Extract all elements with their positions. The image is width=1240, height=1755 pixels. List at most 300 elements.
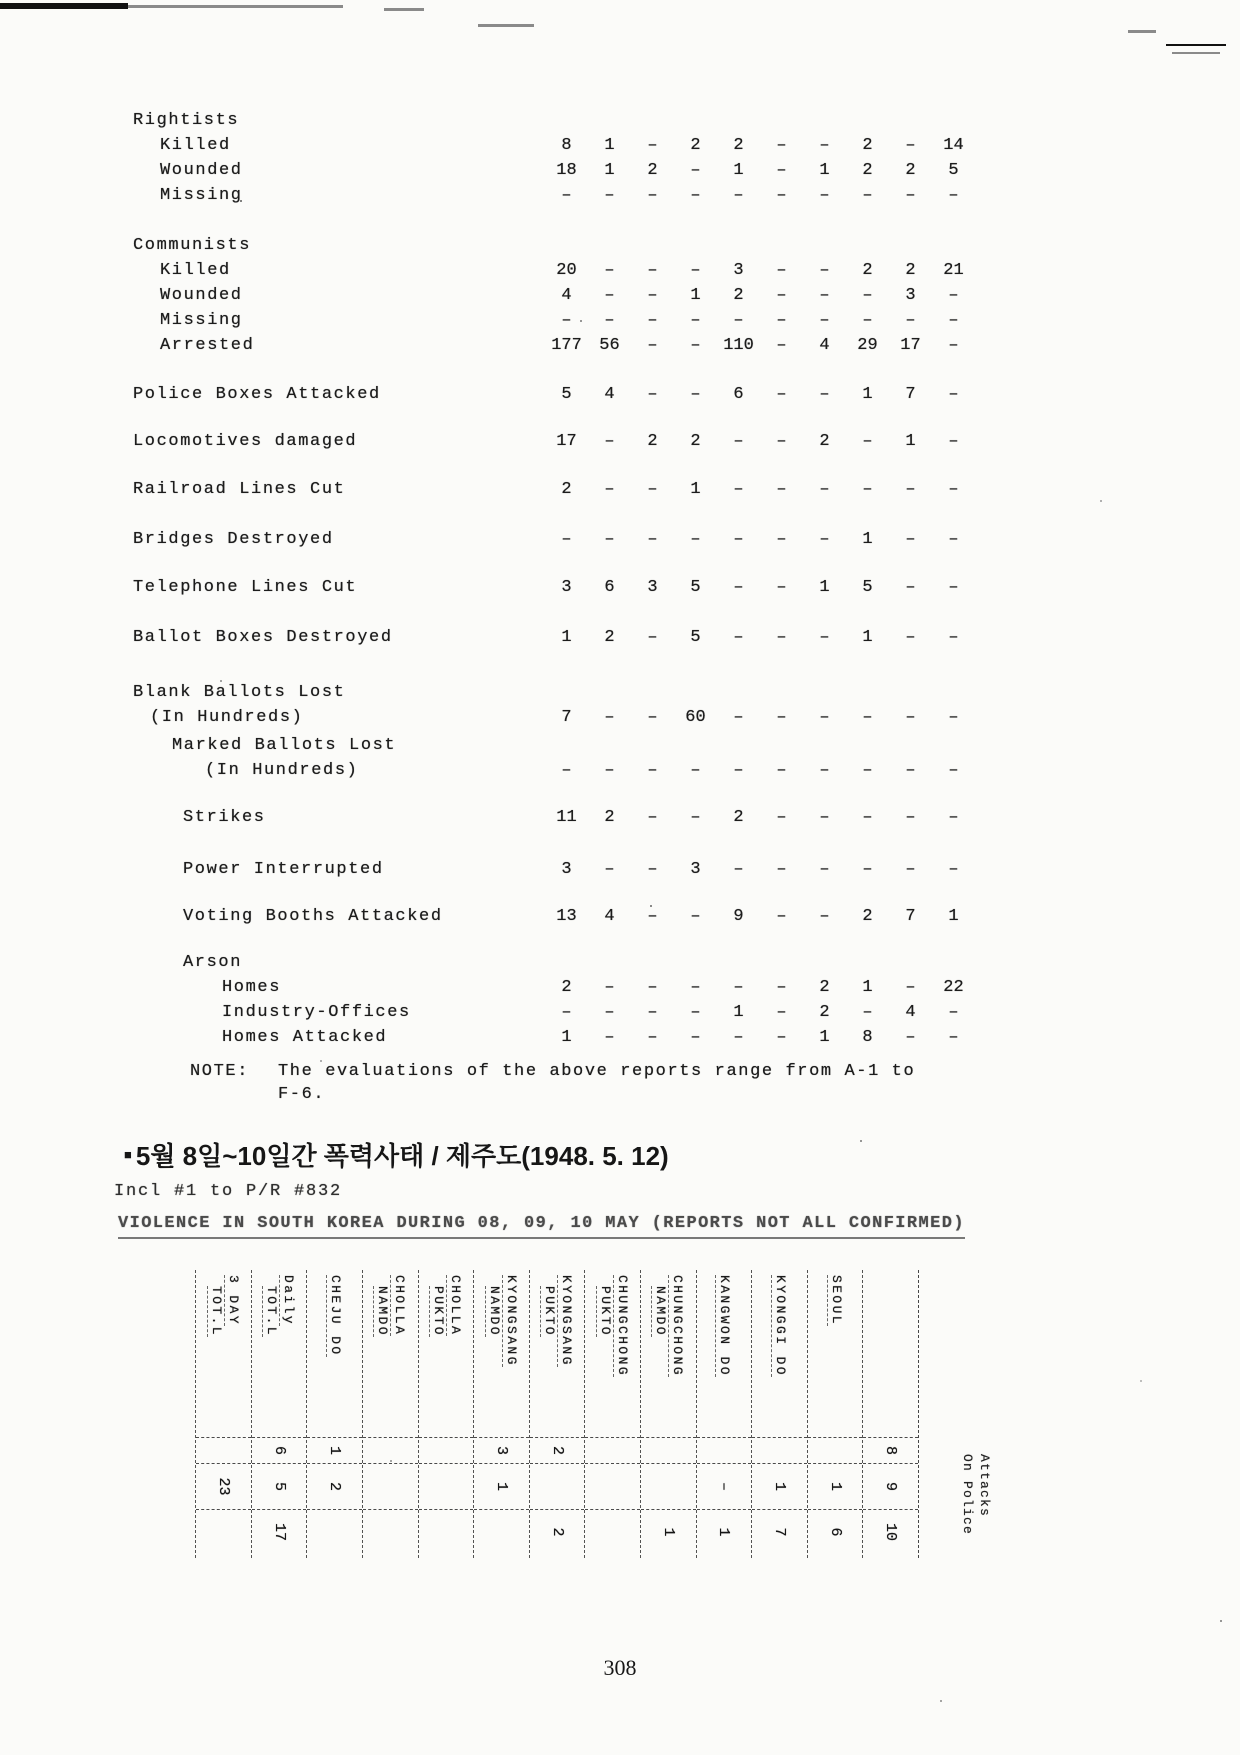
attack-count-cell: 2 [530,1509,585,1554]
attack-count-cell [196,1509,251,1554]
province-label [808,1270,863,1437]
cell-value: 5 [862,578,873,597]
cell-value: – [948,808,959,827]
province-label-line: CHUNGCHONG [670,1275,686,1378]
cell-value: – [819,186,830,205]
cell-value: 1 [862,628,873,647]
row-label: Bridges Destroyed [133,530,334,549]
cell-value: 1 [819,1028,830,1047]
note-label: NOTE: [190,1062,250,1081]
cell-value: – [776,136,787,155]
scan-noise-mark [478,24,534,27]
province-label [585,1270,640,1437]
province-label-line: KYONGGI DO [773,1275,789,1378]
cell-value: – [819,708,830,727]
province-label-line: CHUNGCHONG [614,1275,630,1378]
cell-value: 6 [604,578,615,597]
cell-value: 3 [561,860,572,879]
cell-value: – [776,708,787,727]
province-label-line: PUKTO [542,1286,558,1338]
row-label: Communists [133,236,252,255]
cell-value: – [733,978,744,997]
cell-value: – [647,907,658,926]
cell-value: – [690,161,701,180]
rotated-table-title-line2: On Police [960,1454,975,1536]
cell-value: – [604,860,615,879]
cell-value: – [776,385,787,404]
cell-value: 60 [685,708,706,727]
attack-count-cell [307,1509,362,1554]
cell-value: – [776,978,787,997]
attack-count-cell [363,1509,418,1554]
cell-value: 2 [905,161,916,180]
cell-value: – [819,761,830,780]
cell-value: 2 [690,432,701,451]
attack-count-cell [419,1463,474,1509]
row-label: Arson [183,953,243,972]
rotated-table-row [696,1270,752,1558]
table-row [133,625,993,650]
cell-value: – [690,978,701,997]
attack-count-cell [363,1463,418,1509]
attack-count-cell: 23 [196,1463,251,1509]
date-header-cell: 9 [863,1463,918,1509]
cell-value: – [776,628,787,647]
cell-value: – [733,1028,744,1047]
cell-value: – [776,808,787,827]
cell-value: 14 [943,136,964,155]
row-label: Voting Booths Attacked [183,907,443,926]
province-label-line: SEOUL [828,1275,844,1327]
province-label-line: PUKTO [430,1286,446,1338]
cell-value: 1 [733,161,744,180]
cell-value: – [690,385,701,404]
province-label [474,1270,529,1437]
cell-value: – [776,186,787,205]
province-label [697,1270,752,1437]
attack-count-cell: 1 [474,1463,529,1509]
cell-value: 2 [647,432,658,451]
cell-value: – [819,136,830,155]
cell-value: – [905,578,916,597]
cell-value: – [905,860,916,879]
rotated-table-row [751,1270,807,1558]
cell-value: 4 [905,1003,916,1022]
cell-value: 4 [604,385,615,404]
rotated-table-row [473,1270,529,1558]
cell-value: 110 [723,336,754,355]
cell-value: – [862,761,873,780]
attacks-on-police-table [195,1270,1007,1558]
cell-value: – [905,480,916,499]
cell-value: 2 [819,978,830,997]
cell-value: – [948,385,959,404]
cell-value: 3 [561,578,572,597]
cell-value: – [948,530,959,549]
row-label: Locomotives damaged [133,432,358,451]
cell-value: – [948,186,959,205]
table-row [133,758,993,783]
row-label: Arrested [160,336,255,355]
cell-value: 2 [862,261,873,280]
cell-value: – [690,907,701,926]
cell-value: – [604,286,615,305]
statistics-table [133,108,993,1050]
attack-count-cell: 1 [752,1463,807,1509]
attack-count-cell: 2 [530,1437,585,1463]
cell-value: – [948,480,959,499]
cell-value: – [604,261,615,280]
table-group-row [133,108,993,133]
cell-value: – [948,708,959,727]
province-label-line: TOT.L [208,1286,224,1338]
cell-value: – [905,708,916,727]
table-group-row [133,680,993,705]
table-row [133,1000,993,1025]
cell-value: 3 [905,286,916,305]
attack-count-cell: 3 [474,1437,529,1463]
cell-value: 5 [561,385,572,404]
attack-count-cell: 1 [808,1463,863,1509]
cell-value: – [604,978,615,997]
square-bullet-icon: ■ [124,1147,132,1162]
province-label [363,1270,418,1437]
cell-value: – [604,708,615,727]
row-label: Missing [160,311,243,330]
cell-value: 22 [943,978,964,997]
row-label: Marked Ballots Lost [172,736,397,755]
cell-value: 1 [690,480,701,499]
rotated-table-row [362,1270,418,1558]
cell-value: – [862,708,873,727]
province-label [641,1270,696,1437]
cell-value: – [776,432,787,451]
attack-count-cell: 17 [252,1509,307,1554]
cell-value: 8 [862,1028,873,1047]
cell-value: – [776,261,787,280]
table-row [133,805,993,830]
cell-value: – [776,311,787,330]
table-row [133,477,993,502]
cell-value: 1 [604,136,615,155]
scan-noise-mark [384,8,424,11]
cell-value: – [561,761,572,780]
table-row [133,429,993,454]
cell-value: 1 [819,161,830,180]
attack-count-cell: 5 [252,1463,307,1509]
scan-noise-streak [0,3,128,9]
cell-value: 177 [551,336,582,355]
cell-value: – [776,761,787,780]
attack-count-cell [419,1509,474,1554]
cell-value: – [647,1028,658,1047]
cell-value: 2 [819,432,830,451]
attack-count-cell [641,1437,696,1463]
cell-value: – [819,311,830,330]
cell-value: 3 [690,860,701,879]
cell-value: – [733,530,744,549]
row-label: Railroad Lines Cut [133,480,346,499]
cell-value: – [905,628,916,647]
cell-value: – [733,432,744,451]
cell-value: 3 [647,578,658,597]
province-label-line: CHEJU DO [328,1275,344,1357]
cell-value: 7 [905,385,916,404]
cell-value: – [647,530,658,549]
cell-value: 2 [905,261,916,280]
cell-value: – [690,761,701,780]
cell-value: – [905,978,916,997]
row-label: Wounded [160,286,243,305]
table-row [133,857,993,882]
cell-value: – [561,530,572,549]
cell-value: 1 [862,978,873,997]
table-row [133,283,993,308]
row-label: Killed [160,261,231,280]
cell-value: – [862,286,873,305]
cell-value: 9 [733,907,744,926]
province-label-line: TOT.L [264,1286,280,1338]
attack-count-cell: 1 [697,1509,752,1554]
scan-noise-mark [1128,30,1156,33]
cell-value: – [905,1028,916,1047]
cell-value: 4 [561,286,572,305]
row-label: Homes Attacked [222,1028,388,1047]
attack-count-cell [196,1437,251,1463]
cell-value: – [776,1003,787,1022]
attack-count-cell: 6 [252,1437,307,1463]
table-row [133,183,993,208]
cell-value: 6 [733,385,744,404]
cell-value: – [948,761,959,780]
cell-value: – [862,808,873,827]
cell-value: – [561,186,572,205]
table-row [133,158,993,183]
cell-value: 1 [948,907,959,926]
cell-value: – [905,808,916,827]
cell-value: 2 [561,978,572,997]
attack-count-cell [808,1437,863,1463]
cell-value: 2 [604,628,615,647]
cell-value: – [862,860,873,879]
table-row [133,382,993,407]
cell-value: 1 [733,1003,744,1022]
cell-value: 3 [733,261,744,280]
row-label: Rightists [133,111,240,130]
rotated-table-row [251,1270,307,1558]
cell-value: – [604,480,615,499]
cell-value: 7 [905,907,916,926]
cell-value: – [905,186,916,205]
province-label [196,1270,251,1437]
cell-value: 2 [690,136,701,155]
report-title: VIOLENCE IN SOUTH KOREA DURING 08, 09, 10 MAY (REPORTS NOT ALL CONFIRMED) [118,1214,965,1239]
cell-value: – [819,628,830,647]
cell-value: – [604,1003,615,1022]
province-label-line: NAMDO [486,1286,502,1338]
cell-value: – [733,578,744,597]
cell-value: 4 [604,907,615,926]
cell-value: 56 [599,336,620,355]
cell-value: – [948,286,959,305]
cell-value: – [776,336,787,355]
province-label-line: NAMDO [653,1286,669,1338]
cell-value: 21 [943,261,964,280]
cell-value: – [733,628,744,647]
cell-value: 7 [561,708,572,727]
cell-value: – [819,286,830,305]
province-label-line: NAMDO [375,1286,391,1338]
attack-count-cell: 1 [641,1509,696,1554]
province-label-line: KANGWON DO [717,1275,733,1378]
cell-value: – [604,761,615,780]
row-label: Industry-Offices [222,1003,411,1022]
cell-value: – [690,530,701,549]
cell-value: – [776,1028,787,1047]
table-row [133,975,993,1000]
province-label [252,1270,307,1437]
cell-value: – [819,261,830,280]
attack-count-cell [585,1437,640,1463]
cell-value: – [690,808,701,827]
cell-value: 8 [561,136,572,155]
cell-value: – [905,311,916,330]
attack-count-cell [697,1437,752,1463]
cell-value: 17 [556,432,577,451]
cell-value: 1 [862,530,873,549]
cell-value: – [647,286,658,305]
cell-value: – [776,161,787,180]
cell-value: – [776,907,787,926]
cell-value: – [948,1003,959,1022]
table-row [133,527,993,552]
cell-value: – [819,860,830,879]
province-label-line: KYONGSANG [503,1275,519,1367]
cell-value: – [733,186,744,205]
cell-value: – [647,311,658,330]
cell-value: 2 [733,136,744,155]
attack-count-cell [530,1463,585,1509]
cell-value: 1 [905,432,916,451]
korean-caption [124,1136,669,1173]
cell-value: 1 [561,1028,572,1047]
table-group-row [133,733,993,758]
cell-value: – [819,530,830,549]
cell-value: – [647,808,658,827]
cell-value: – [604,1028,615,1047]
cell-value: – [948,860,959,879]
row-label: Blank Ballots Lost [133,683,346,702]
cell-value: – [905,136,916,155]
cell-value: 2 [862,161,873,180]
cell-value: 5 [690,628,701,647]
cell-value: – [690,336,701,355]
note-line2: F-6. [278,1085,326,1104]
row-label: Power Interrupted [183,860,384,879]
scan-noise-streak [128,5,343,8]
row-label: Homes [222,978,282,997]
rotated-table-row [306,1270,362,1558]
note-block [190,1062,1090,1104]
attack-count-cell: 1 [307,1437,362,1463]
province-label-line: CHOLLA [447,1275,463,1337]
table-row [133,904,993,929]
cell-value: 1 [561,628,572,647]
attack-count-cell [752,1437,807,1463]
province-label-line: 3 DAY [225,1275,241,1327]
cell-value: – [733,761,744,780]
cell-value: 1 [690,286,701,305]
cell-value: – [647,480,658,499]
table-row [133,133,993,158]
province-label [530,1270,585,1437]
date-header-cell: 10 [863,1509,918,1554]
row-label: Telephone Lines Cut [133,578,358,597]
attack-count-cell [363,1437,418,1463]
rotated-table-row [195,1270,251,1558]
cell-value: 29 [857,336,878,355]
cell-value: – [690,311,701,330]
scan-noise-mark [1166,44,1226,46]
rotated-table-region [195,1270,1007,1558]
cell-value: – [604,311,615,330]
cell-value: – [905,761,916,780]
cell-value: – [905,530,916,549]
cell-value: 13 [556,907,577,926]
attack-count-cell [474,1509,529,1554]
attack-count-cell: – [697,1463,752,1509]
cell-value: 2 [862,907,873,926]
cell-value: – [776,578,787,597]
rotated-table-row [418,1270,474,1558]
cell-value: – [733,480,744,499]
rotated-table-row [640,1270,696,1558]
cell-value: – [604,186,615,205]
cell-value: – [690,186,701,205]
cell-value: 2 [733,286,744,305]
cell-value: – [948,628,959,647]
row-label: Police Boxes Attacked [133,385,381,404]
cell-value: – [647,761,658,780]
cell-value: – [647,261,658,280]
attack-count-cell: 7 [752,1509,807,1554]
cell-value: – [948,432,959,451]
cell-value: 20 [556,261,577,280]
cell-value: 5 [948,161,959,180]
cell-value: 1 [862,385,873,404]
cell-value: – [604,432,615,451]
cell-value: – [647,628,658,647]
attack-count-cell: 2 [307,1463,362,1509]
cell-value: – [690,1003,701,1022]
inclosure-line: Incl #1 to P/R #832 [114,1182,343,1201]
cell-value: – [647,1003,658,1022]
table-row [133,575,993,600]
korean-caption-text: 5월 8일~10일간 폭력사태 / 제주도(1948. 5. 12) [135,1141,669,1171]
cell-value: – [690,1028,701,1047]
cell-value: – [862,480,873,499]
cell-value: 2 [561,480,572,499]
cell-value: – [776,286,787,305]
cell-value: – [862,311,873,330]
note-line1: The evaluations of the above reports range from A-1 to [278,1062,916,1081]
province-label [752,1270,807,1437]
row-label: (In Hundreds) [205,761,359,780]
cell-value: – [819,385,830,404]
row-label: (In Hundreds) [150,708,304,727]
cell-value: 18 [556,161,577,180]
province-label-line: PUKTO [597,1286,613,1338]
